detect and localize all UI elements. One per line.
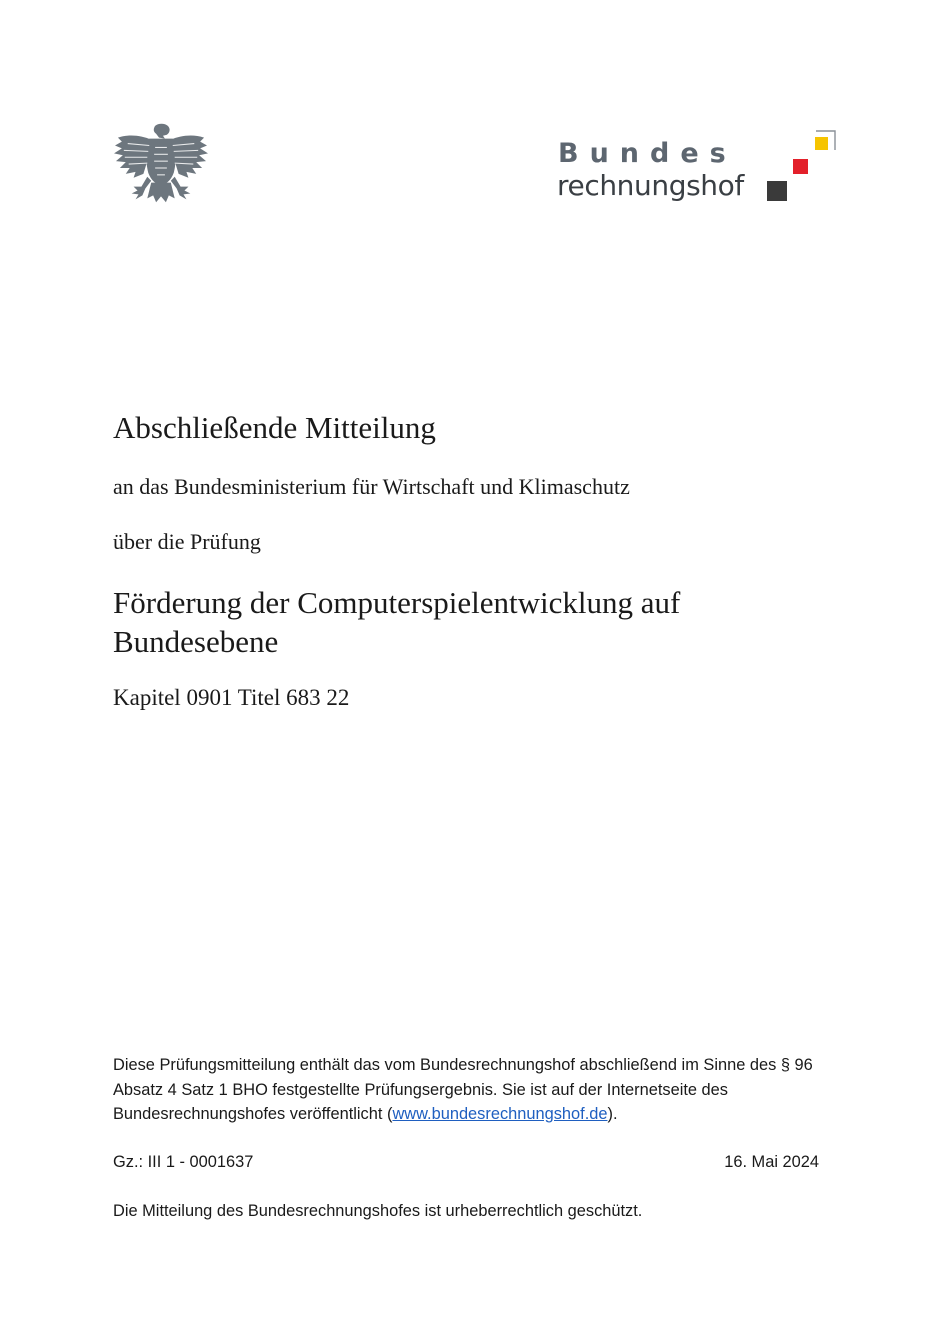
budget-chapter: Kapitel 0901 Titel 683 22 [113, 685, 350, 710]
recipient-line: an das Bundesministerium für Wirtschaft und Klimaschutz [113, 474, 630, 499]
document-title: Abschließende Mitteilung [113, 410, 436, 445]
federal-eagle-icon [112, 122, 210, 214]
audit-subject: Förderung der Computerspielentwicklung auf Bundesebene [113, 585, 681, 659]
logo-wordmark-line1: Bundes [558, 138, 737, 169]
bundesrechnungshof-logo [556, 128, 838, 212]
publication-notice [113, 1053, 833, 1127]
logo-wordmark-line2: rechnungshof [557, 169, 744, 202]
document-date: 16. Mai 2024 [724, 1153, 819, 1171]
copyright-notice: Die Mitteilung des Bundesrechnungshofes ist urheberrechtlich geschützt. [113, 1202, 643, 1220]
file-reference: Gz.: III 1 - 0001637 [113, 1153, 254, 1171]
notice-text: Diese Prüfungsmitteilung enthält das vom Bundesrechnungshof abschließend im Sinne des § 96 Absatz 4 Satz 1 BHO festgestellte Prüfungsergebnis. Sie ist auf der Internetseite des Bundesrechnungshofes veröffentlicht ( [113, 1056, 813, 1123]
subject-intro: über die Prüfung [113, 529, 261, 554]
website-link[interactable]: www.bundesrechnungshof.de [392, 1105, 608, 1123]
notice-end: ). [607, 1105, 618, 1123]
